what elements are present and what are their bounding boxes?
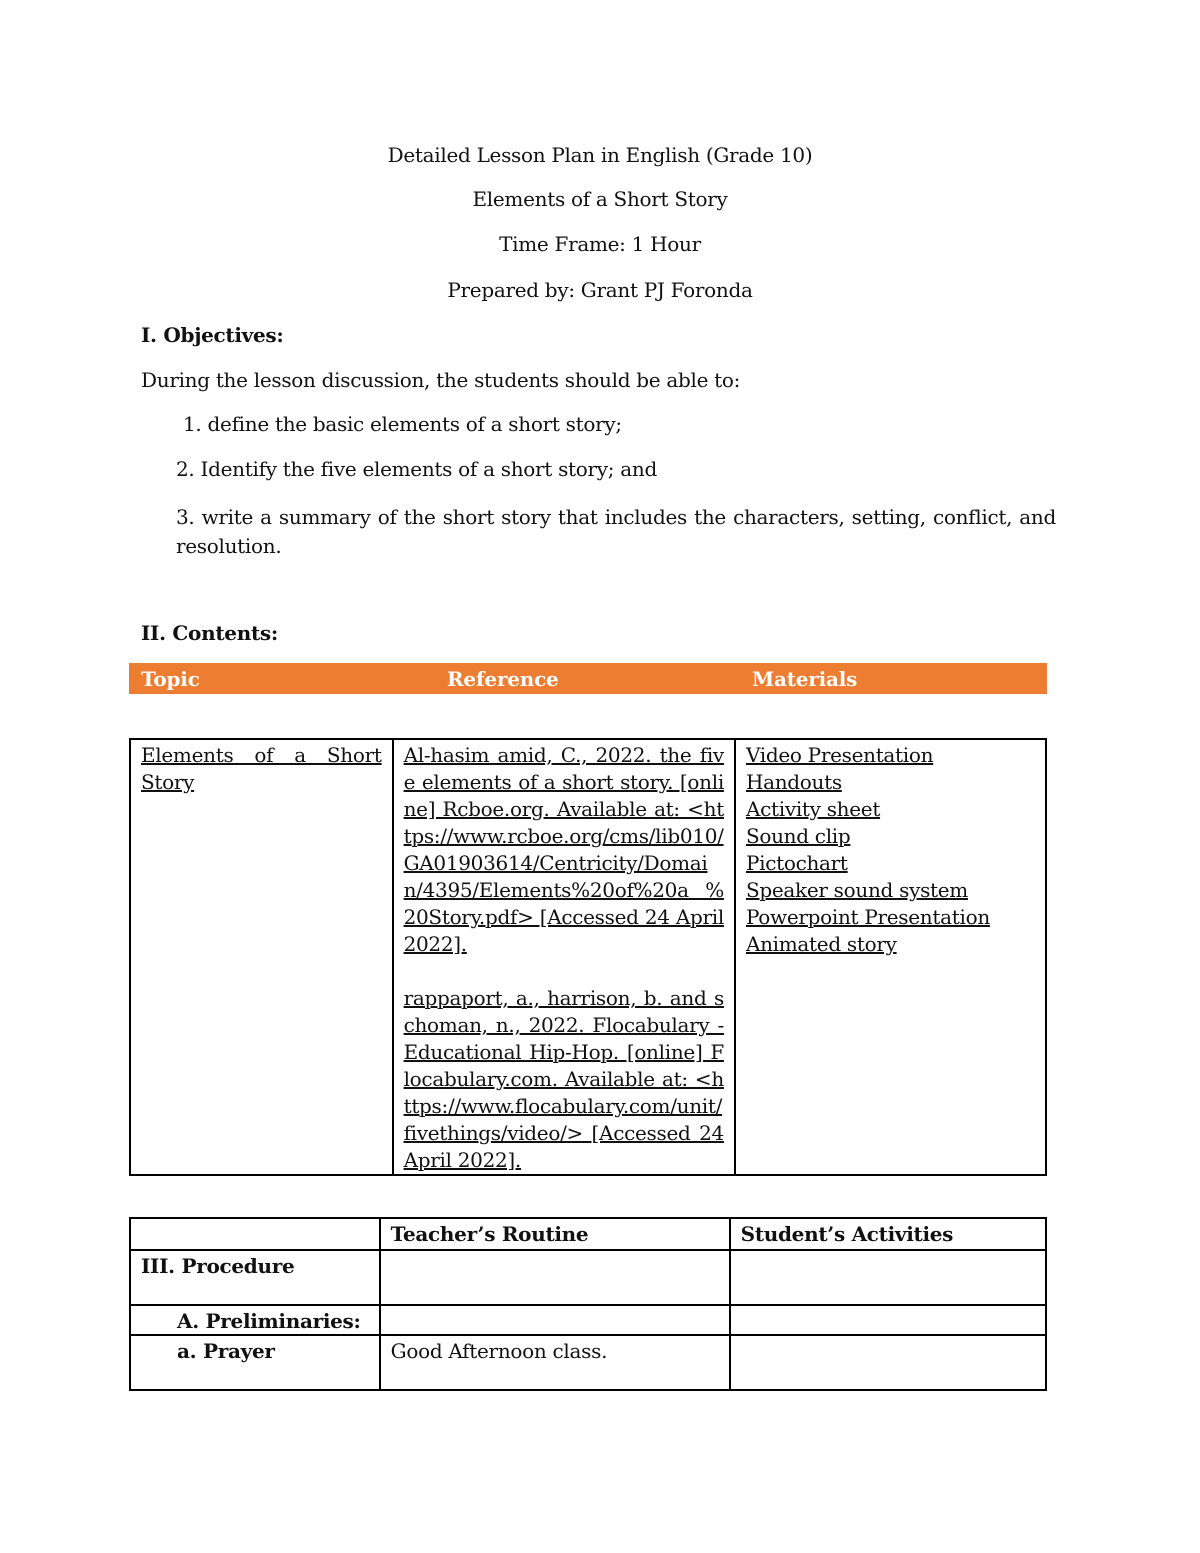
prayer-teacher-text: Good Afternoon class. (380, 1335, 730, 1390)
time-frame: Time Frame: 1 Hour (499, 232, 701, 256)
contents-heading: II. Contents: (141, 621, 278, 645)
topic-cell (130, 739, 393, 1175)
objectives-heading: I. Objectives: (141, 323, 284, 347)
doc-subject: Elements of a Short Story (472, 187, 728, 211)
empty-cell (730, 1305, 1046, 1335)
materials-cell (735, 739, 1046, 1175)
doc-title: Detailed Lesson Plan in English (Grade 10) (387, 143, 813, 167)
prepared-by: Prepared by: Grant PJ Foronda (447, 278, 753, 302)
table-row (130, 1305, 1046, 1335)
material-item: Video Presentation (745, 743, 934, 767)
table-row (130, 739, 1046, 1175)
material-item: Handouts (745, 770, 842, 794)
material-item: Activity sheet (745, 797, 881, 821)
objective-item-3: 3. write a summary of the short story that includes the characters, setting, conflict, and resolution. (176, 505, 1056, 558)
empty-cell (380, 1305, 730, 1335)
objectives-intro: During the lesson discussion, the students should be able to: (141, 368, 741, 392)
prayer-label: a. Prayer (130, 1335, 380, 1390)
column-header-topic: Topic (141, 667, 200, 691)
procedure-label: III. Procedure (130, 1250, 380, 1305)
column-header-materials: Materials (752, 667, 858, 691)
empty-cell (130, 1218, 380, 1250)
reference-link-2[interactable]: rappaport, a., harrison, b. and schoman, n., 2022. Flocabulary - Educational Hip-Hop. [online] Flocabulary.com. Available at: <https://www.flocabulary.com/unit/fivethings/video/> [Accessed 24 April 2022]. (403, 986, 724, 1172)
topic-text: Elements of a Short Story (141, 743, 382, 794)
reference-cell (393, 739, 735, 1175)
reference-link-1[interactable]: Al-hasim amid, C., 2022. the five elements of a short story. [online] Rcboe.org. Available at: <https://www.rcboe.org/cms/lib010/GA01903614/Centricity/Domain/4395/Elements%20of%20a %20Story.pdf> [Accessed 24 April 2022]. (403, 743, 724, 956)
empty-cell (730, 1250, 1046, 1305)
column-header-reference: Reference (447, 667, 559, 691)
objective-item-1: 1. define the basic elements of a short story; (183, 412, 622, 436)
table-row (130, 1335, 1046, 1390)
preliminaries-label: A. Preliminaries: (130, 1305, 380, 1335)
empty-cell (380, 1250, 730, 1305)
teacher-routine-header: Teacher’s Routine (380, 1218, 730, 1250)
material-item: Speaker sound system (745, 878, 968, 902)
material-item: Powerpoint Presentation (745, 905, 990, 929)
material-item: Sound clip (745, 824, 851, 848)
objective-item-2: 2. Identify the five elements of a short story; and (176, 457, 657, 481)
material-item: Pictochart (745, 851, 848, 875)
table-row (130, 1250, 1046, 1305)
contents-table (129, 738, 1047, 1176)
empty-cell (730, 1335, 1046, 1390)
material-item: Animated story (745, 932, 897, 956)
procedure-table (129, 1217, 1047, 1391)
contents-header-bar (129, 663, 1047, 694)
table-row (130, 1218, 1046, 1250)
student-activities-header: Student’s Activities (730, 1218, 1046, 1250)
